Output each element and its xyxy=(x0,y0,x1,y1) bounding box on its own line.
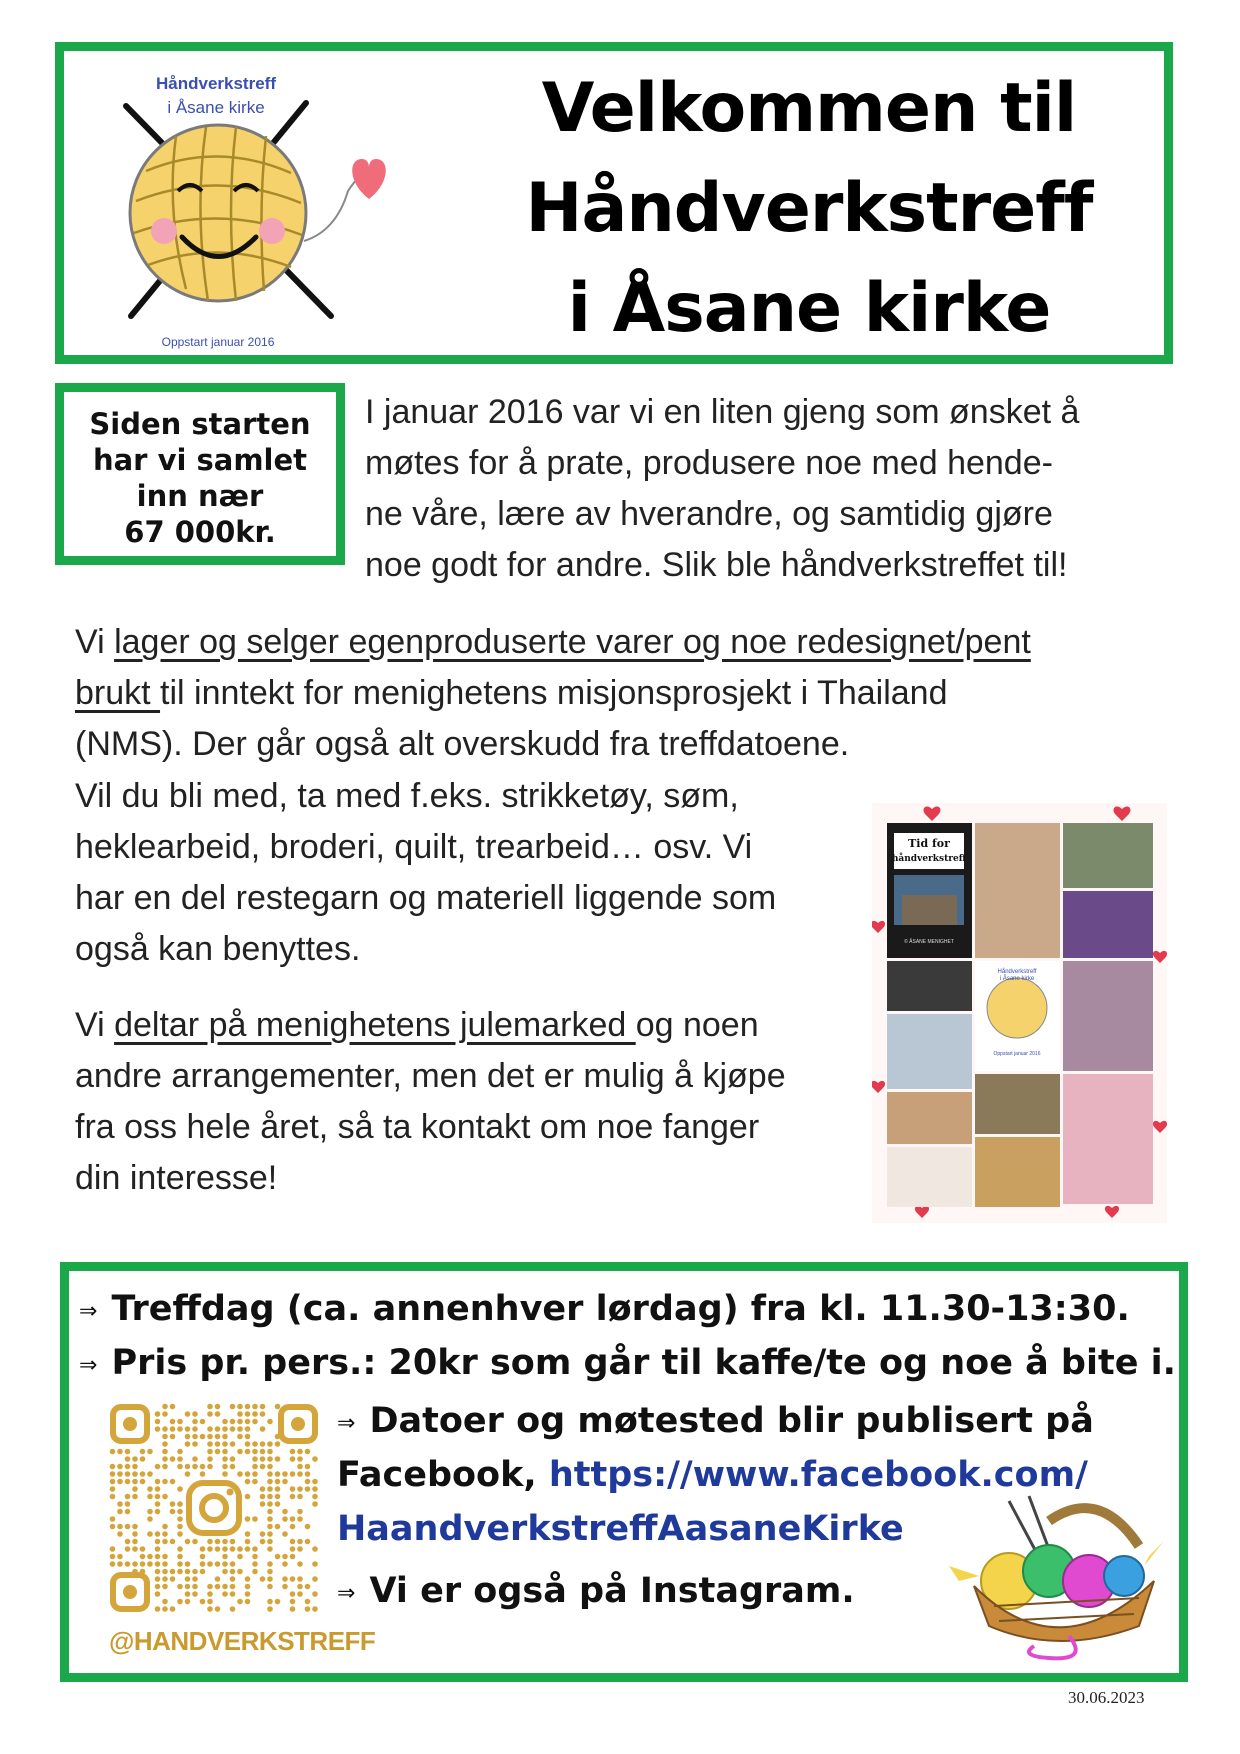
market-line-2: andre arrangementer, men det er mulig å kjøpe xyxy=(75,1057,786,1095)
intro-line-2: møtes for å prate, produsere noe med hende- xyxy=(365,444,1053,482)
instagram-qr-code[interactable] xyxy=(109,1403,319,1613)
logo-caption: Oppstart januar 2016 xyxy=(161,335,275,349)
market-paragraph xyxy=(75,1000,875,1204)
logo-title-1: Håndverkstreff xyxy=(156,74,276,93)
body-line-6: har en del restegarn og materiell liggende som xyxy=(75,879,777,917)
stat-line-3: inn nær xyxy=(136,479,264,513)
body-line-3: (NMS). Der går også alt overskudd fra treffdatoene. xyxy=(75,725,850,763)
collage-tile-title-1: Tid for xyxy=(908,837,950,850)
page-headline xyxy=(464,59,1154,359)
yarn-ball-logo xyxy=(86,61,386,361)
intro-line-3: ne våre, lære av hverandre, og samtidig gjøre xyxy=(365,495,1053,533)
info-dates: ⇒ Datoer og møtested blir publisert på xyxy=(337,1401,1094,1441)
donation-stat-box xyxy=(55,383,345,565)
info-instagram: ⇒ Vi er også på Instagram. xyxy=(337,1571,855,1611)
collage-tile-sub: © ÅSANE MENIGHET xyxy=(904,939,954,945)
info-frame xyxy=(60,1262,1188,1682)
stat-line-2: har vi samlet xyxy=(92,443,308,477)
headline-line-3: i Åsane kirke xyxy=(567,269,1051,348)
intro-line-4: noe godt for andre. Slik ble håndverkstreffet til! xyxy=(365,546,1068,584)
market-line-1: Vi deltar på menighetens julemarked og noen xyxy=(75,1006,759,1044)
collage-mini-title-2: i Åsane kirke xyxy=(999,976,1035,982)
body-line-2: brukt til inntekt for menighetens misjonsprosjekt i Thailand xyxy=(75,674,948,712)
headline-line-2: Håndverkstreff xyxy=(525,169,1093,248)
yarn-basket-illustration xyxy=(939,1486,1169,1666)
stat-line-1: Siden starten xyxy=(89,407,311,441)
headline-line-1: Velkommen til xyxy=(541,69,1077,148)
instagram-handle: @HANDVERKSTREFF xyxy=(109,1626,376,1656)
document-date: 30.06.2023 xyxy=(1068,1688,1145,1707)
body-paragraph xyxy=(75,617,1155,770)
facebook-link-2[interactable]: HaandverkstreffAasaneKirke xyxy=(337,1509,904,1549)
collage-mini-title-1: Håndverkstreff xyxy=(997,969,1037,975)
info-meeting-day: ⇒ Treffdag (ca. annenhver lørdag) fra kl. 11.30-13:30. xyxy=(79,1289,1130,1329)
donation-stat-text xyxy=(64,406,336,550)
body-line-4: Vil du bli med, ta med f.eks. strikketøy, søm, xyxy=(75,777,739,815)
intro-line-1: I januar 2016 var vi en liten gjeng som ønsket å xyxy=(365,393,1080,431)
body-line-1: Vi lager og selger egenproduserte varer og noe redesignet/pent xyxy=(75,623,1031,661)
market-line-3: fra oss hele året, så ta kontakt om noe fanger xyxy=(75,1108,760,1146)
intro-paragraph xyxy=(365,387,1175,591)
body-line-7: også kan benyttes. xyxy=(75,930,361,968)
logo-title-2: i Åsane kirke xyxy=(167,98,265,117)
body-line-5: heklearbeid, broderi, quilt, trearbeid… osv. Vi xyxy=(75,828,753,866)
market-line-4: din interesse! xyxy=(75,1159,278,1197)
body-paragraph-2 xyxy=(75,771,875,975)
info-facebook: Facebook, https://www.facebook.com/ xyxy=(337,1455,1088,1495)
facebook-link[interactable]: https://www.facebook.com/ xyxy=(548,1455,1088,1495)
header-frame xyxy=(55,42,1173,364)
stat-line-4: 67 000kr. xyxy=(124,515,276,549)
info-price: ⇒ Pris pr. pers.: 20kr som går til kaffe/te og noe å bite i. xyxy=(79,1343,1176,1383)
collage-tile-title-2: håndverkstreff xyxy=(891,854,967,864)
craft-photo-collage xyxy=(872,803,1167,1223)
collage-mini-caption: Oppstart januar 2016 xyxy=(993,1051,1041,1057)
